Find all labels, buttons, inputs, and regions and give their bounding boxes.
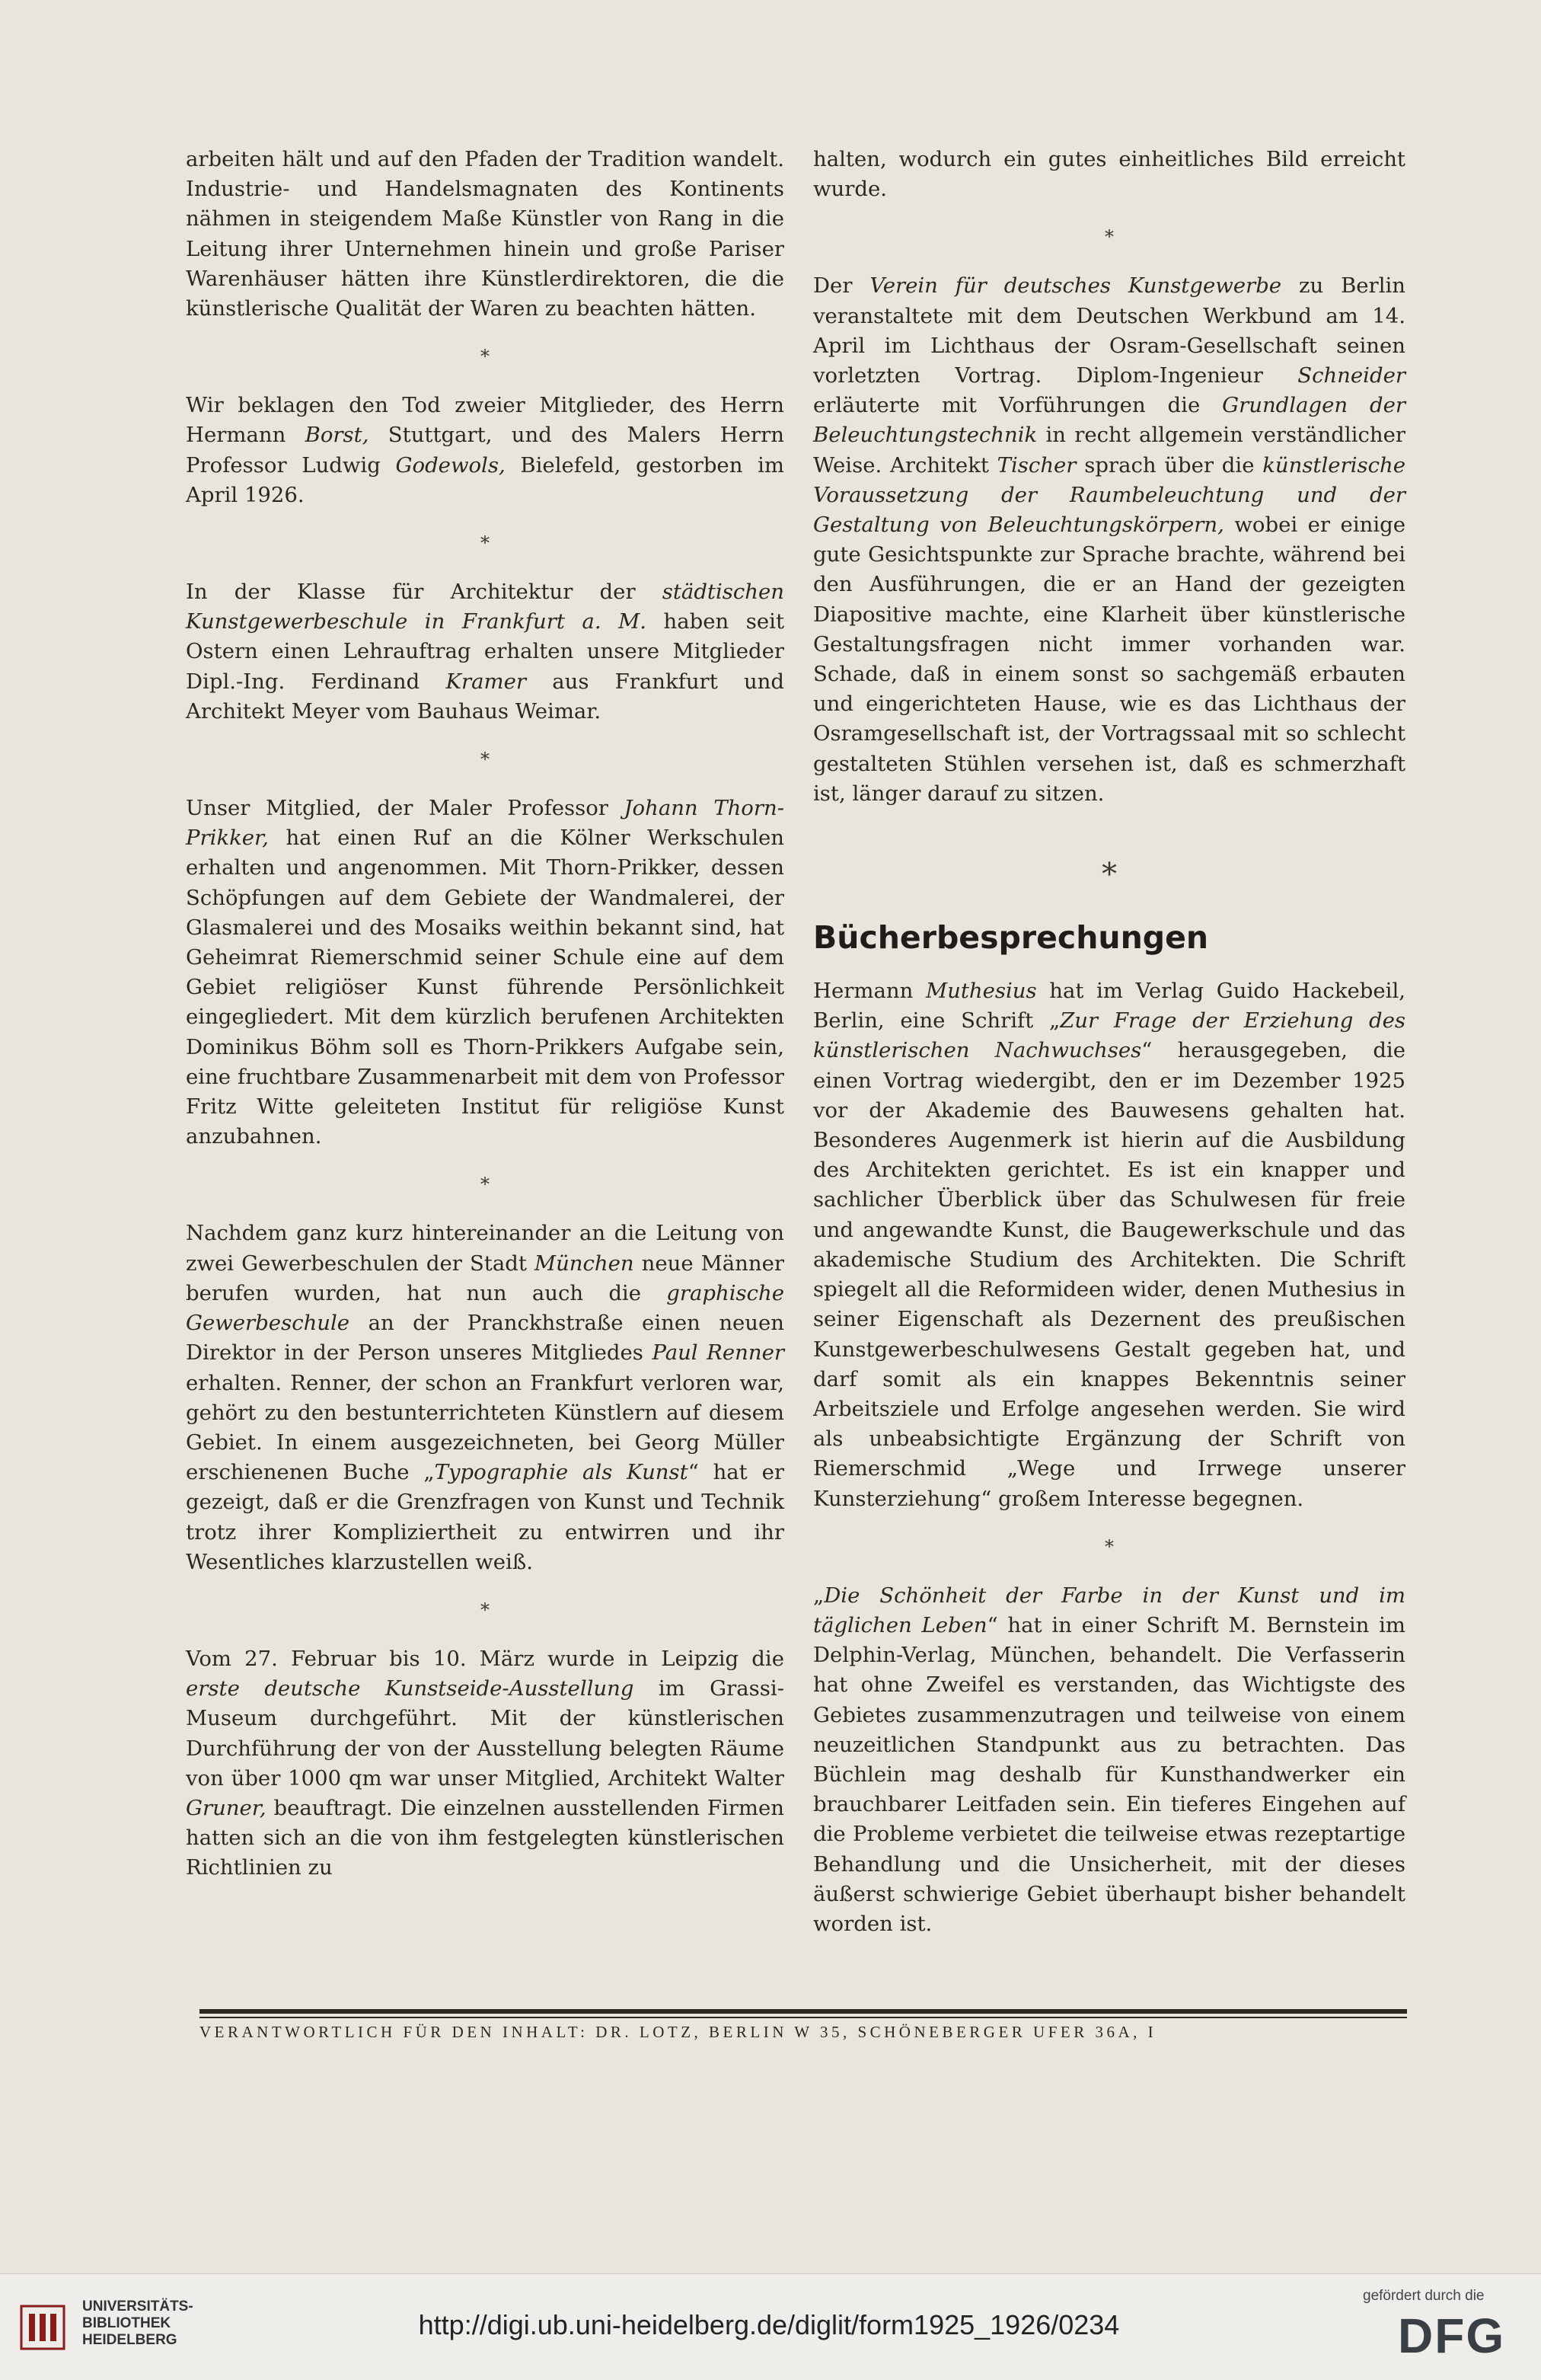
left-column [186, 145, 784, 1883]
section-separator: * [1105, 1535, 1114, 1557]
person-name: Gruner, [186, 1795, 266, 1820]
book-title: Zur Frage der Erziehung des künstlerischen Nachwuchses [813, 1008, 1405, 1063]
city-name: München [534, 1251, 634, 1276]
permalink-url[interactable]: http://digi.ub.uni-heidelberg.de/diglit/form1925_1926/0234 [418, 2309, 1120, 2340]
institution-name: graphische Gewerbeschule [186, 1280, 784, 1336]
person-name: Borst, [305, 423, 369, 448]
paragraph: Wir beklagen den Tod zweier Mitglieder, des Herrn Hermann Borst, Stuttgart, und des Malers Herrn Professor Ludwig Godewols, Bielefeld, gestorben im April 1926. [186, 393, 784, 507]
footer-rule [199, 2017, 1407, 2018]
section-separator: ∗ [1099, 851, 1120, 887]
university-library-logo-icon[interactable] [20, 2305, 65, 2350]
section-separator: * [480, 532, 490, 554]
person-name: Godewols, [395, 452, 506, 478]
section-separator: * [480, 346, 490, 368]
section-separator: * [1105, 226, 1114, 248]
person-name: Johann Thorn-Prikker, [186, 796, 784, 851]
book-title: Typographie als Kunst [434, 1460, 688, 1485]
paragraph: Unser Mitglied, der Maler Professor Johann Thorn-Prikker, hat einen Ruf an die Kölner Werkschulen erhalten und angenommen. Mit Thorn-Prikker, dessen Schöpfungen auf dem Gebiete der Wandmalerei, der Glasmalerei und des Mosaiks weithin bekannt sind, hat Geheimrat Riemerschmid seiner Schule eine auf dem Gebiet religiöser Kunst führende Persönlichkeit eingegliedert. Mit dem kürzlich berufenen Architekten Dominikus Böhm soll es Thorn-Prikkers Aufgabe sein, eine fruchtbare Zusammenarbeit mit dem von Professor Fritz Witte geleiteten Institut für religiöse Kunst anzubahnen. [186, 796, 784, 1149]
exhibition-name: erste deutsche Kunstseide-Ausstellung [186, 1676, 634, 1701]
organization-name: Verein für deutsches Kunstgewerbe [869, 273, 1282, 299]
paragraph: Hermann Muthesius hat im Verlag Guido Hackebeil, Berlin, eine Schrift „Zur Frage der Erziehung des künstlerischen Nachwuchses“ herausgegeben, die einen Vortrag wiedergibt, den er im Dezember 1925 vor der Akademie des Bauwesens gehalten hat. Besonderes Augenmerk ist hierin auf die Ausbildung des Architekten gerichtet. Es ist ein knapper und sachlicher Überblick über das Schulwesen für freie und angewandte Kunst, die Baugewerkschule und das akademische Studium des Architekten. Die Schrift spiegelt all die Reformideen wider, denen Muthesius in seiner Eigenschaft als Dezernent des preußischen Kunstgewerbeschulwesens Gestalt gegeben hat, und darf somit als ein knappes Bekenntnis seiner Arbeitsziele und Erfolge angesehen werden. Sie wird als unbeabsichtigte Ergänzung der Schrift von Riemerschmid „Wege und Irrwege unserer Kunsterziehung“ großem Interesse begegnen. [813, 979, 1405, 1511]
library-name-line: BIBLIOTHEK [82, 2315, 171, 2331]
library-name-line: UNIVERSITÄTS- [82, 2299, 193, 2315]
sponsor-label: gefördert durch die [1363, 2288, 1485, 2304]
viewer-footer-bar [0, 2273, 1541, 2380]
person-name: Paul Renner [652, 1340, 784, 1366]
library-name[interactable] [82, 2299, 193, 2349]
institution-name: städtischen Kunstgewerbeschule in Frankfurt a. M. [186, 580, 784, 634]
section-separator: * [480, 1174, 490, 1196]
person-name: Tischer [997, 452, 1077, 478]
footer-rule [199, 2009, 1407, 2014]
paragraph: In der Klasse für Architektur der städtischen Kunstgewerbeschule in Frankfurt a. M. haben seit Ostern einen Lehrauftrag erhalten unsere Mitglieder Dipl.-Ing. Ferdinand Kramer aus Frankfurt und Architekt Meyer vom Bauhaus Weimar. [186, 580, 784, 724]
lecture-title: Grundlagen der Beleuchtungstechnik [813, 393, 1405, 448]
paragraph: Der Verein für deutsches Kunstgewerbe zu Berlin veranstaltete mit dem Deutschen Werkbund am 14. April im Lichthaus der Osram-Gesellschaft seinen vorletzten Vortrag. Diplom-Ingenieur Schneider erläuterte mit Vorführungen die Grundlagen der Beleuchtungstechnik in recht allgemein verständlicher Weise. Architekt Tischer sprach über die künstlerische Voraussetzung der Raumbeleuchtung und der Gestaltung von Beleuchtungskörpern, wobei er einige gute Gesichtspunkte zur Sprache brachte, während bei den Ausführungen, die er an Hand der gezeigten Diapositive machte, eine Klarheit über künstlerische Gestaltungsfragen nicht immer vorhanden war. Schade, daß in einem sonst so sachgemäß erbauten und eingerichteten Hause, wie es das Lichthaus der Osramgesellschaft ist, der Vortragssaal mit so schlecht gestalteten Stühlen versehen ist, daß es schmerzhaft ist, länger darauf zu sitzen. [813, 273, 1405, 806]
paragraph: Vom 27. Februar bis 10. März wurde in Leipzig die erste deutsche Kunstseide-Ausstellung im Grassi-Museum durchgeführt. Mit der künstlerischen Durchführung der von der Ausstellung belegten Räume von über 1000 qm war unser Mitglied, Architekt Walter Gruner, beauftragt. Die einzelnen ausstellenden Firmen hatten sich an die von ihm festgelegten künstlerischen Richtlinien zu [186, 1646, 784, 1880]
person-name: Muthesius [925, 979, 1037, 1004]
section-separator: * [480, 1599, 490, 1621]
library-name-line: HEIDELBERG [82, 2332, 177, 2348]
lecture-title: künstlerische Voraussetzung der Raumbeleuchtung und der Gestaltung von Beleuchtungskörpern, [813, 452, 1405, 538]
book-title: Die Schönheit der Farbe in der Kunst und im täglichen Leben [813, 1583, 1405, 1637]
person-name: Schneider [1297, 363, 1405, 388]
paragraph: halten, wodurch ein gutes einheitliches Bild erreicht wurde. [813, 147, 1405, 202]
paragraph: arbeiten hält und auf den Pfaden der Tradition wandelt. Industrie- und Handelsmagnaten des Kontinents nähmen in steigendem Maße Künstler von Rang in die Leitung ihrer Unternehmen hinein und große Pariser Warenhäuser hätten ihre Künstlerdirektoren, die die künstlerische Qualität der Waren zu beachten hätten. [186, 147, 784, 321]
paragraph: „Die Schönheit der Farbe in der Kunst und im täglichen Leben“ hat in einer Schrift M. Bernstein im Delphin-Verlag, München, behandelt. Die Verfasserin hat ohne Zweifel es verstanden, das Wichtigste des Gebietes zusammenzutragen und teilweise von einem neuzeitlichen Standpunkt aus zu betrachten. Das Büchlein mag deshalb für Kunsthandwerker ein brauchbarer Leitfaden sein. Ein tieferes Eingehen auf die Probleme verbietet die teilweise etwas rezeptartige Behandlung und die Unsicherheit, mit der dieses äußerst schwierige Gebiet überhaupt bisher behandelt worden ist. [813, 1583, 1405, 1936]
right-column [813, 145, 1405, 1939]
imprint-footer: VERANTWORTLICH FÜR DEN INHALT: DR. LOTZ, BERLIN W 35, SCHÖNEBERGER UFER 36A, I [199, 2023, 1157, 2041]
section-heading: Bücherbesprechungen [813, 919, 1209, 957]
paragraph: Nachdem ganz kurz hintereinander an die Leitung von zwei Gewerbeschulen der Stadt München neue Männer berufen wurden, hat nun auch die graphische Gewerbeschule an der Pranckhstraße einen neuen Direktor in der Person unseres Mitgliedes Paul Renner erhalten. Renner, der schon an Frankfurt verloren war, gehört zu den bestunterrichteten Künstlern auf diesem Gebiet. In einem ausgezeichneten, bei Georg Müller erschienenen Buche „Typographie als Kunst“ hat er gezeigt, daß er die Grenzfragen von Kunst und Technik trotz ihrer Kompliziertheit zu entwirren und ihr Wesentliches klarzustellen weiß. [186, 1221, 785, 1574]
person-name: Kramer [445, 669, 527, 694]
section-separator: * [480, 749, 490, 771]
dfg-logo-icon[interactable]: DFG [1398, 2308, 1506, 2363]
